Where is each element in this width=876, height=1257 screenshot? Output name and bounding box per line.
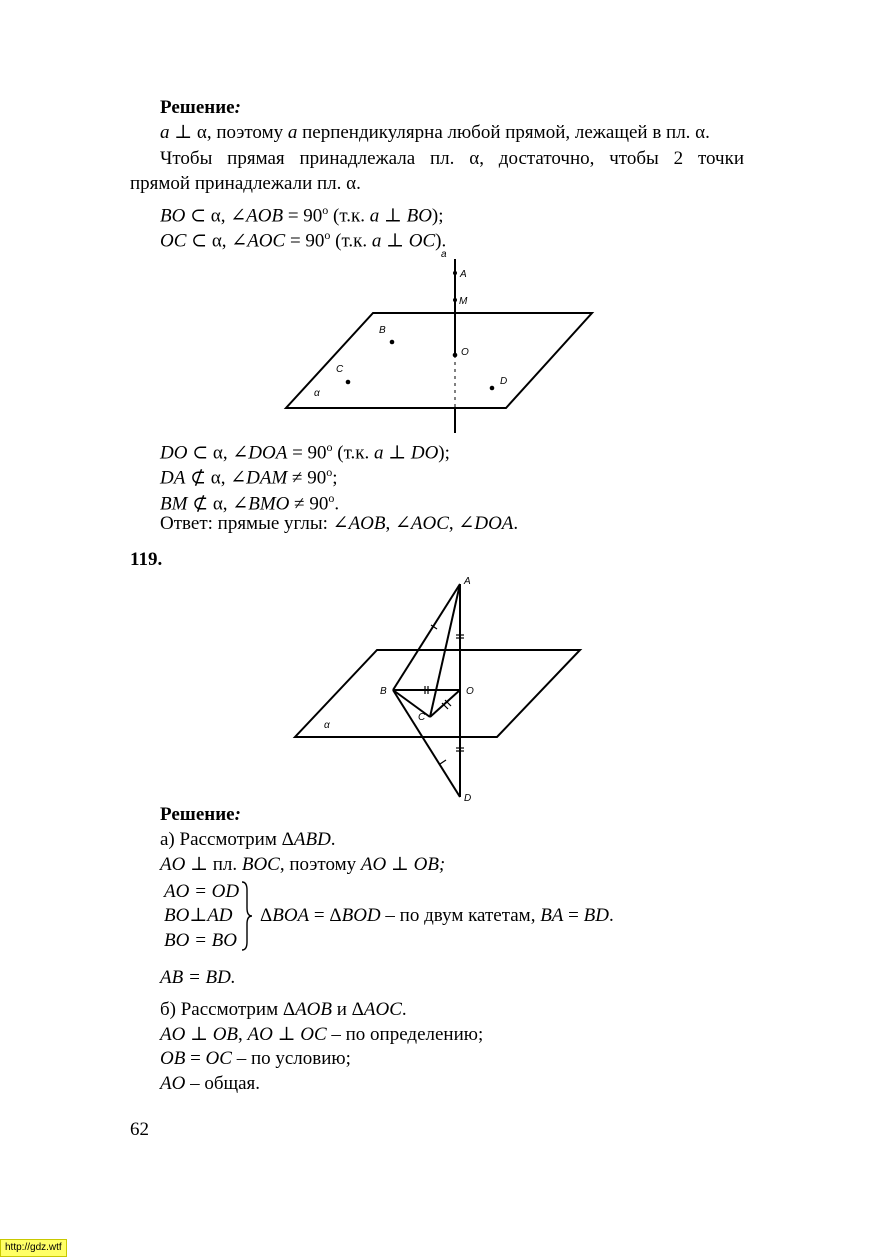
watermark-link[interactable]: http://gdz.wtf xyxy=(0,1239,67,1257)
system-result: ΔBOA = ΔBOD – по двум катетам, BA = BD. xyxy=(260,905,614,926)
solution-heading: Решение: xyxy=(160,97,241,118)
text-line-consider-aob: б) Рассмотрим ΔAOB и ΔAOC. xyxy=(160,999,407,1020)
tick-bd xyxy=(440,760,446,764)
text-line-bm: BM ⊄ α, ∠BMO ≠ $90^o$. xyxy=(160,491,340,515)
text-line-do: DO ⊂ α, ∠DOA = $90^o$ (т.к. a ⊥ DO); xyxy=(160,440,450,464)
text-line-ao-perp: AO ⊥ пл. BOC, поэтому AO ⊥ OB; xyxy=(160,854,446,875)
label-C: C xyxy=(418,712,426,723)
label-A: A xyxy=(460,269,467,280)
right-brace xyxy=(240,880,254,952)
point-c xyxy=(346,380,351,385)
text-line-da: DA ⊄ α, ∠DAM ≠ $90^o$; xyxy=(160,465,338,489)
text-line-bo: BO ⊂ α, ∠AOB = $90^o$ (т.к. a ⊥ BO); xyxy=(160,203,444,227)
text-line-condition-cont: прямой принадлежали пл. α. xyxy=(130,173,361,194)
text-line-consider-abd: а) Рассмотрим ΔABD. xyxy=(160,829,336,850)
label-a: a xyxy=(441,249,447,260)
plane-alpha xyxy=(286,313,592,408)
answer-line: Ответ: прямые углы: ∠AOB, ∠AOC, ∠DOA. xyxy=(160,513,519,534)
figure-pyramid xyxy=(290,572,590,807)
point-b xyxy=(390,340,395,345)
label-B: B xyxy=(379,325,386,336)
system-row-1: AO = OD xyxy=(164,881,240,902)
label-C: C xyxy=(336,364,344,375)
text-line-condition: Чтобы прямая принадлежала пл. α, достаточно, чтобы 2 точки xyxy=(160,148,744,169)
point-o xyxy=(453,353,458,358)
label-D: D xyxy=(500,376,508,387)
text-line-common: AO – общая. xyxy=(160,1073,261,1094)
system-row-2: BO⊥AD xyxy=(164,905,233,926)
label-O: O xyxy=(461,347,469,358)
label-B: B xyxy=(380,686,387,697)
point-a xyxy=(453,271,457,275)
point-m xyxy=(453,298,457,302)
plane-alpha xyxy=(295,650,580,737)
text-line-oc: OC ⊂ α, ∠AOC = $90^o$ (т.к. a ⊥ OC). xyxy=(160,228,447,252)
segment-ab xyxy=(393,584,460,690)
label-alpha: α xyxy=(314,388,320,399)
point-d xyxy=(490,386,495,391)
label-alpha: α xyxy=(324,720,330,731)
segment-bd xyxy=(393,690,460,797)
label-D: D xyxy=(464,793,472,804)
text-line-perp: a ⊥ α, поэтому a перпендикулярна любой прямой, лежащей в пл. α. xyxy=(160,122,710,143)
label-O: O xyxy=(466,686,474,697)
figure-plane-with-line xyxy=(280,245,600,435)
page-number: 62 xyxy=(130,1119,149,1140)
label-A: A xyxy=(464,576,471,587)
text-line-definition: AO ⊥ OB, AO ⊥ OC – по определению; xyxy=(160,1024,484,1045)
solution2-heading: Решение: xyxy=(160,804,241,825)
problem-number: 119. xyxy=(130,549,163,570)
label-M: M xyxy=(459,296,468,307)
text-line-condition-ob: OB = OC – по условию; xyxy=(160,1048,351,1069)
system-row-3: BO = BO xyxy=(164,930,237,951)
text-line-ab-bd: AB = BD. xyxy=(160,967,236,988)
